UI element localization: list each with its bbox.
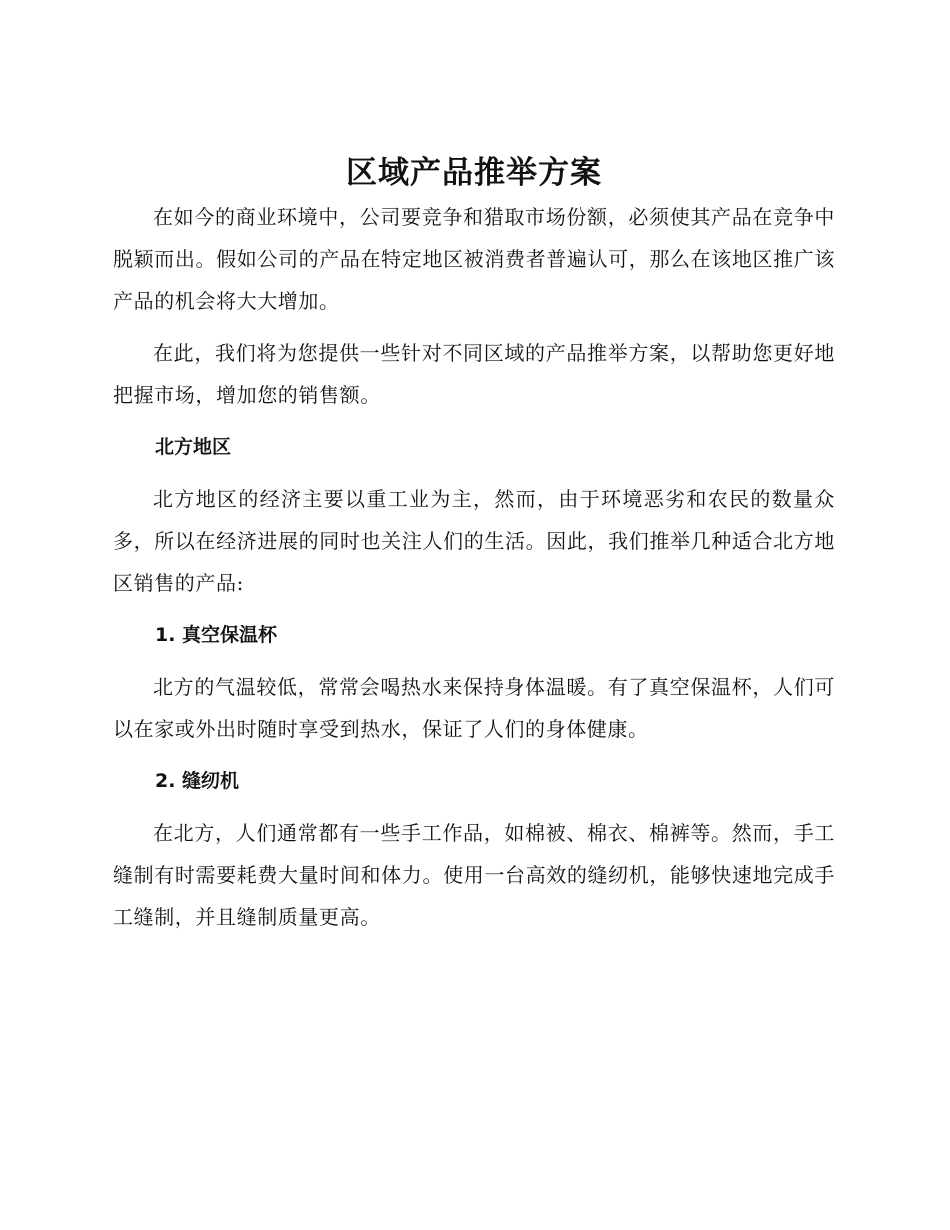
paragraph-gap [113,416,835,426]
paragraph-gap [113,802,835,812]
intro-paragraph-2: 在此，我们将为您提供一些针对不同区域的产品推举方案，以帮助您更好地把握市场，增加您的销售额。 [113,341,835,407]
item-sewing-machine-paragraph: 在北方，人们通常都有一些手工作品，如棉被、棉衣、棉裤等。然而，手工缝制有时需要耗费大量时间和体力。使用一台高效的缝纫机，能够快速地完成手工缝制，并且缝制质量更高。 [113,821,835,929]
item-vacuum-cup-paragraph: 北方的气温较低，常常会喝热水来保持身体温暖。有了真空保温杯，人们可以在家或外出时随时享受到热水，保证了人们的身体健康。 [113,675,835,741]
paragraph-gap [113,656,835,666]
paragraph-gap [113,468,835,478]
item-heading-sewing-machine: 2. 缝纫机 [155,770,240,792]
document-title: 区域产品推举方案 [346,155,602,191]
section-heading-north: 北方地区 [155,436,232,458]
section-north-paragraph: 北方地区的经济主要以重工业为主，然而，由于环境恶劣和农民的数量众多，所以在经济进展的同时也关注人们的生活。因此，我们推举几种适合北方地区销售的产品: [113,487,835,595]
intro-paragraph-1: 在如今的商业环境中，公司要竞争和猎取市场份额，必须使其产品在竞争中脱颖而出。假如公司的产品在特定地区被消费者普遍认可，那么在该地区推广该产品的机会将大大增加。 [113,205,835,313]
document-page [113,150,835,938]
paragraph-gap [113,750,835,760]
paragraph-gap [113,604,835,614]
item-heading-vacuum-cup: 1. 真空保温杯 [155,624,278,646]
paragraph-gap [113,322,835,332]
